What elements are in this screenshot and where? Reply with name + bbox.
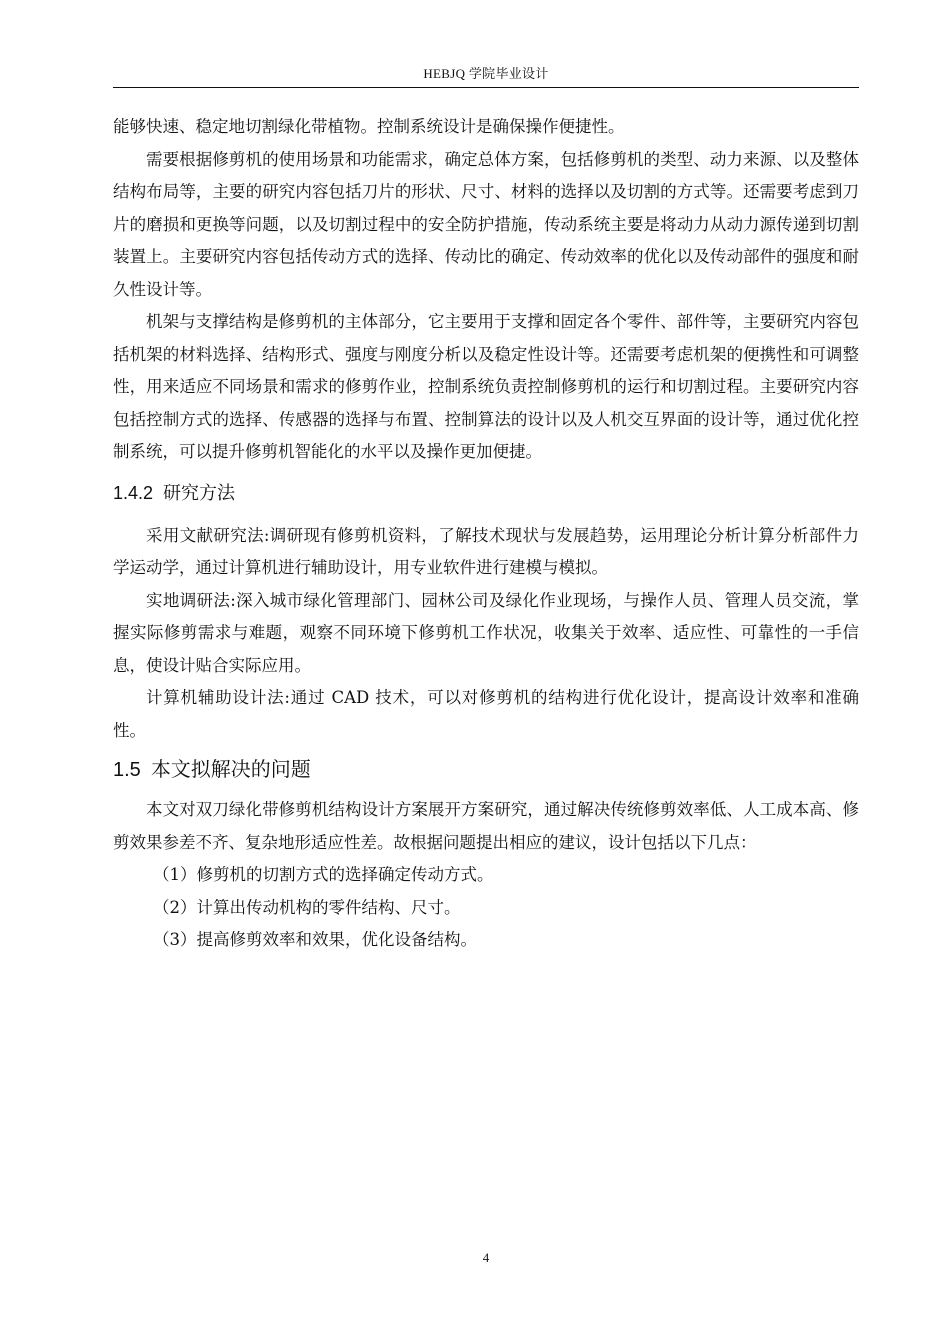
paragraph: 能够快速、稳定地切割绿化带植物。控制系统设计是确保操作便捷性。 <box>113 117 625 136</box>
list-item: （2）计算出传动机构的零件结构、尺寸。 <box>153 897 461 917</box>
section-heading-1-4-2 <box>113 481 859 506</box>
section-title: 本文拟解决的问题 <box>150 757 311 781</box>
page-content <box>113 111 859 957</box>
paragraph: 采用文献研究法:调研现有修剪机资料，了解技术现状与发展趋势，运用理论分析计算分析部件力学运动学，通过计算机进行辅助设计，用专业软件进行建模与模拟。 <box>113 525 859 577</box>
list-item: （1）修剪机的切割方式的选择确定传动方式。 <box>153 865 494 884</box>
paragraph: 本文对双刀绿化带修剪机结构设计方案展开方案研究，通过解决传统修剪效率低、人工成本高、修剪效果参差不齐、复杂地形适应性差。故根据问题提出相应的建议，设计包括以下几点： <box>113 800 859 852</box>
page-number: 4 <box>482 1250 490 1265</box>
header-divider <box>113 87 859 88</box>
section-title: 研究方法 <box>163 482 236 504</box>
section-number: 1.4.2 <box>113 482 154 503</box>
paragraph: 需要根据修剪机的使用场景和功能需求，确定总体方案，包括修剪机的类型、动力来源、以及整体结构布局等，主要的研究内容包括刀片的形状、尺寸、材料的选择以及切割的方式等。还需要考虑到刀片的磨损和更换等问题，以及切割过程中的安全防护措施，传动系统主要是将动力从动力源传递到切割装置上。主要研究内容包括传动方式的选择、传动比的确定、传动效率的优化以及传动部件的强度和耐久性设计等。 <box>113 149 859 299</box>
section-number: 1.5 <box>113 759 141 781</box>
section-heading-1-5 <box>113 757 859 782</box>
paragraph: 计算机辅助设计法:通过 CAD 技术，可以对修剪机的结构进行优化设计，提高设计效率和准确性。 <box>113 688 859 740</box>
paragraph: 机架与支撑结构是修剪机的主体部分，它主要用于支撑和固定各个零件、部件等，主要研究内容包括机架的材料选择、结构形式、强度与刚度分析以及稳定性设计等。还需要考虑机架的便携性和可调整性，用来适应不同场景和需求的修剪作业，控制系统负责控制修剪机的运行和切割过程。主要研究内容包括控制方式的选择、传感器的选择与布置、控制算法的设计以及人机交互界面的设计等，通过优化控制系统，可以提升修剪机智能化的水平以及操作更加便捷。 <box>113 312 859 461</box>
paragraph: 实地调研法:深入城市绿化管理部门、园林公司及绿化作业现场，与操作人员、管理人员交流，掌握实际修剪需求与难题，观察不同环境下修剪机工作状况，收集关于效率、适应性、可靠性的一手信息，使设计贴合实际应用。 <box>113 590 859 675</box>
page-header: HEBJQ 学院毕业设计 <box>423 66 549 81</box>
list-item: （3）提高修剪效率和效果，优化设备结构。 <box>153 930 477 949</box>
